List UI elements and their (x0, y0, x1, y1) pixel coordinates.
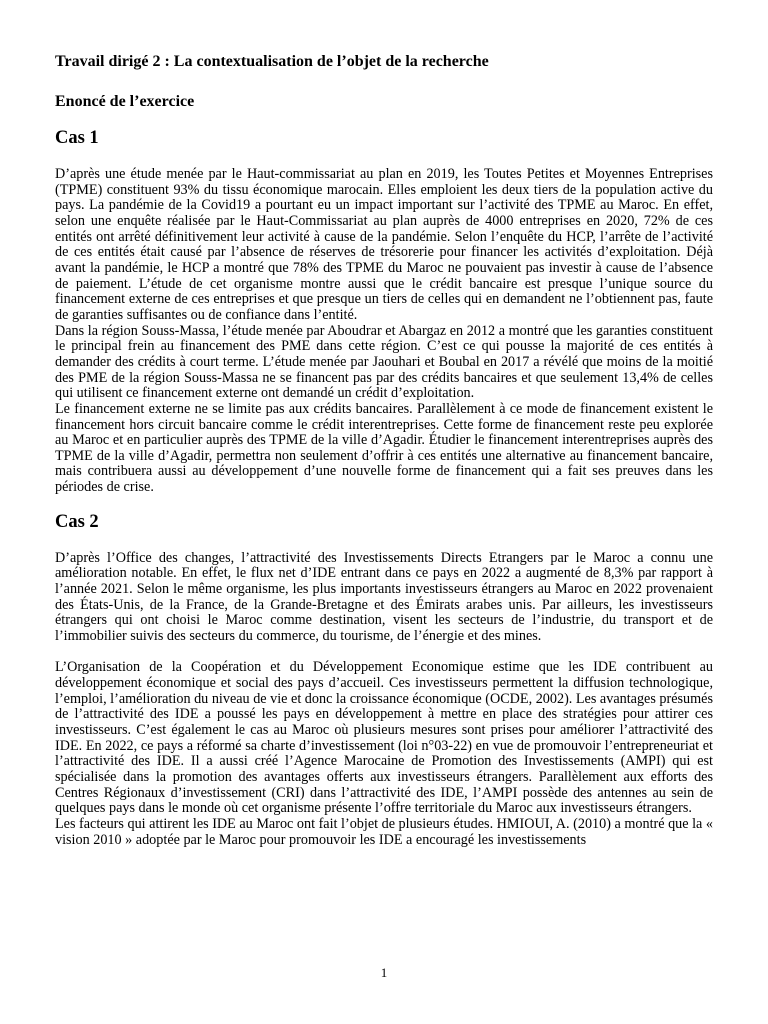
case-2-paragraph-2: L’Organisation de la Coopération et du Développement Economique estime que les IDE contribuent au développement économique et social des pays d’accueil. Ces investisseurs permettent la diffusion technologique, l’emploi, l’amélioration du niveau de vie et donc la croissance économique (OCDE, 2002). Les avantages présumés de l’attractivité des IDE a poussé les pays en développement à mettre en place des stratégies pour attirer ces investisseurs. C’est également le cas au Maroc où plusieurs mesures sont prises pour améliorer l’attractivité des IDE. En 2022, ce pays a réformé sa charte d’investissement (loi n°03-22) en vue de promouvoir l’entrepreneuriat et l’attractivité des IDE. Il a aussi créé l’Agence Marocaine de Promotion des Investissements (AMPI) qui est spécialisée dans la promotion des avantages offerts aux investisseurs étrangers. Parallèlement aux efforts des Centres Régionaux d’investissement (CRI) dans l’attractivité des IDE, l’AMPI possède des antennes au sein de quelques pays dans le monde où cet organisme présente l’offre territoriale du Maroc aux investisseurs étrangers. (55, 659, 713, 817)
exercise-statement-heading: Enoncé de l’exercice (55, 93, 195, 110)
case-2-paragraph-1: D’après l’Office des changes, l’attractivité des Investissements Directs Etrangers par le Maroc a connu une amélioration notable. En effet, le flux net d’IDE entrant dans ce pays en 2022 a augmenté de 8,3% par rapport à l’année 2021. Selon le même organisme, les plus importants investisseurs étrangers au Maroc en 2022 provenaient des États-Unis, de la France, de la Grande-Bretagne et des Émirats arabes unis. Par ailleurs, les investisseurs étrangers qui ont choisi le Maroc comme destination, visent les secteurs de l’industrie, du transport et de l’immobilier suivis des secteurs du commerce, du tourisme, de l’énergie et des mines. (55, 549, 713, 645)
document-content (55, 52, 713, 848)
case-2-heading: Cas 2 (55, 511, 99, 532)
case-1-section (55, 126, 713, 496)
case-1-paragraph-3: Le financement externe ne se limite pas aux crédits bancaires. Parallèlement à ce mode de financement existent le financement hors circuit bancaire comme le crédit interentreprises. Cette forme de financement reste peu explorée au Maroc et en particulier auprès des TPME de la ville d’Agadir. Étudier le financement interentreprises auprès des TPME de la ville d’Agadir, permettra non seulement d’offrir à ces entités une alternative au financement bancaire, mais contribuera aussi au développement d’une nouvelle forme de financement qui a fait ses preuves dans les périodes de crise. (55, 400, 713, 496)
paragraph-spacer (55, 645, 713, 661)
case-2-section (55, 510, 713, 848)
case-1-heading: Cas 1 (55, 128, 99, 148)
case-1-paragraph-2: Dans la région Souss-Massa, l’étude menée par Aboudrar et Abargaz en 2012 a montré que les garanties constituent le principal frein au financement des PME dans cette région. C’est ce qui pousse la majorité de ces entités à demander des crédits à court terme. L’étude menée par Jaouhari et Boubal en 2017 a révélé que moins de la moitié des PME de la région Souss-Massa ne se financent pas par des crédits bancaires et que seulement 13,4% de celles qui utilisent ce financement externe ont demandé un crédit d’exploitation. (55, 322, 713, 402)
case-2-paragraph-3: Les facteurs qui attirent les IDE au Maroc ont fait l’objet de plusieurs études. HMIOUI, A. (2010) a montré que la « vision 2010 » adoptée par le Maroc pour promouvoir les IDE a encouragé les investissements (55, 815, 713, 848)
page-number: 1 (380, 965, 388, 980)
document-title: Travail dirigé 2 : La contextualisation de l’objet de la recherche (55, 53, 489, 70)
case-1-paragraph-1: D’après une étude menée par le Haut-commissariat au plan en 2019, les Toutes Petites et Moyennes Entreprises (TPME) constituent 93% du tissu économique marocain. Elles emploient les deux tiers de la population active du pays. La pandémie de la Covid19 a pourtant eu un impact important sur l’activité des TPME au Maroc. En effet, selon une enquête réalisée par le Haut-Commissariat au plan auprès de 4000 entreprises en 2020, 72% de ces entités ont arrêté définitivement leur activité à cause de la pandémie. Selon l’enquête du HCP, l’arrête de l’activité de ces entités était causé par l’absence de réserves de trésorerie pour financer les activités d’exploitation. Déjà avant la pandémie, le HCP a montré que 78% des TPME du Maroc ne pouvaient pas investir à cause de l’absence de paiement. L’étude de cet organisme montre aussi que le crédit bancaire est presque l’unique source du financement externe de ces entreprises et que presque un tiers de celles qui en demandent ne l’obtiennent pas, faute de garanties suffisantes ou de confiance dans l’entité. (55, 166, 713, 323)
